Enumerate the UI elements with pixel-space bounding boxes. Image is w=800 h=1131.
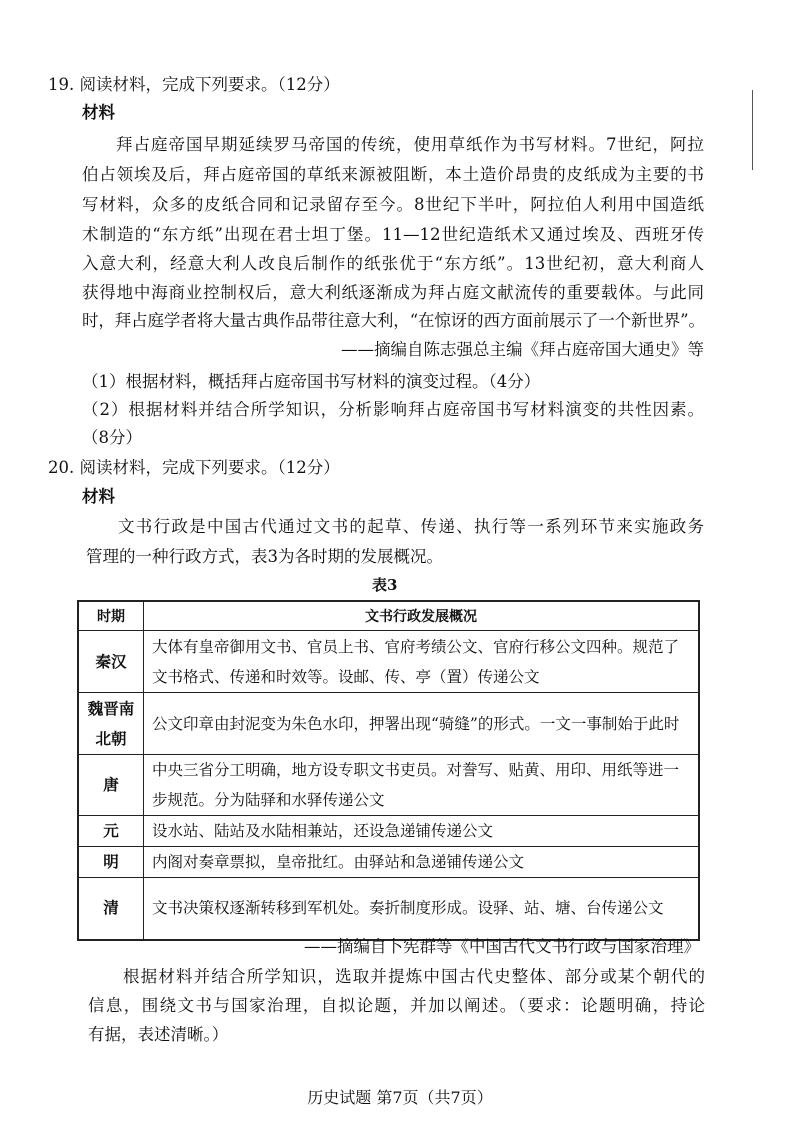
table-header-overview: 文书行政发展概况 — [144, 601, 700, 631]
q20-task-line: 信息，围绕文书与国家治理，自拟论题，并加以阐述。（要求：论题明确，持论 — [88, 996, 705, 1015]
scan-artifact-line — [752, 90, 753, 170]
table-cell-period: 明 — [78, 847, 144, 878]
q20-material-label: 材料 — [82, 487, 115, 506]
q19-paragraph-line: 拜占庭帝国早期延续罗马帝国的传统，使用草纸作为书写材料。7世纪，阿拉 — [116, 135, 704, 154]
q20-task-line: 根据材料并结合所学知识，选取并提炼中国古代史整体、部分或某个朝代的 — [123, 967, 705, 986]
table-cell-content: 内阁对奏章票拟，皇帝批红。由驿站和急递铺传递公文 — [144, 847, 700, 878]
table-cell-content: 中央三省分工明确，地方设专职文书吏员。对誊写、贴黄、用印、用纸等进一步规范。分为陆驿和水驿传递公文 — [144, 755, 700, 816]
q19-paragraph-line: 时，拜占庭学者将大量古典作品带往意大利，“在惊讶的西方面前展示了一个新世界”。 — [82, 311, 704, 330]
q19-paragraph-line: 写材料，众多的皮纸合同和记录留存至今。8世纪下半叶，阿拉伯人利用中国造纸 — [82, 195, 704, 214]
table-header-row — [78, 601, 699, 631]
table-cell-content: 大体有皇帝御用文书、官员上书、官府考绩公文、官府行移公文四种。规范了文书格式、传递和时效等。设邮、传、亭（置）传递公文 — [144, 631, 700, 693]
table-cell-period: 唐 — [78, 755, 144, 816]
document-admin-table — [77, 600, 700, 941]
q19-sub-question-1: （1）根据材料，概括拜占庭帝国书写材料的演变过程。（4分） — [82, 372, 541, 391]
q19-material-label: 材料 — [82, 103, 115, 122]
q20-heading: 20. 阅读材料，完成下列要求。（12分） — [48, 458, 340, 477]
q19-paragraph-line: 获得地中海商业控制权后，意大利纸逐渐成为拜占庭文献流传的重要载体。与此同 — [82, 283, 704, 302]
table-header-period: 时期 — [78, 601, 144, 631]
table-row — [78, 693, 699, 755]
table-row — [78, 847, 699, 878]
q20-intro-line: 管理的一种行政方式，表3为各时期的发展概况。 — [86, 547, 443, 566]
table-row — [78, 816, 699, 847]
q19-sub-question-2: （2）根据材料并结合所学知识，分析影响拜占庭帝国书写材料演变的共性因素。 — [82, 400, 704, 419]
table-caption: 表3 — [372, 576, 398, 594]
table-row — [78, 631, 699, 693]
table-row — [78, 878, 699, 940]
table-cell-content: 设水站、陆站及水陆相兼站，还设急递铺传递公文 — [144, 816, 700, 847]
q19-paragraph-line: 伯占领埃及后，拜占庭帝国的草纸来源被阻断，本土造价昂贵的皮纸成为主要的书 — [82, 165, 704, 184]
q19-source: ——摘编自陈志强总主编《拜占庭帝国大通史》等 — [341, 340, 704, 359]
table-cell-period: 清 — [78, 878, 144, 940]
table-cell-content: 公文印章由封泥变为朱色水印，押署出现“骑缝”的形式。一文一事制始于此时 — [144, 693, 700, 755]
q20-intro-line: 文书行政是中国古代通过文书的起草、传递、执行等一系列环节来实施政务 — [118, 517, 704, 536]
table-cell-content: 文书决策权逐渐转移到军机处。奏折制度形成。设驿、站、塘、台传递公文 — [144, 878, 700, 940]
table-cell-period: 秦汉 — [78, 631, 144, 693]
table-row — [78, 755, 699, 816]
table-cell-period: 元 — [78, 816, 144, 847]
q19-heading: 19. 阅读材料，完成下列要求。（12分） — [48, 75, 340, 94]
page-footer: 历史试题 第7页（共7页） — [307, 1088, 493, 1107]
q19-paragraph-line: 入意大利，经意大利人改良后制作的纸张优于“东方纸”。13世纪初，意大利商人 — [82, 254, 704, 273]
q19-paragraph-line: 术制造的“东方纸”出现在君士坦丁堡。11—12世纪造纸术又通过埃及、西班牙传 — [82, 225, 704, 244]
table-cell-period: 魏晋南北朝 — [78, 693, 144, 755]
q19-sub-question-2-score: （8分） — [82, 428, 142, 447]
q20-source: ——摘编自卜宪群等《中国古代文书行政与国家治理》 — [304, 937, 700, 956]
q20-task-line: 有据，表述清晰。） — [88, 1025, 229, 1044]
